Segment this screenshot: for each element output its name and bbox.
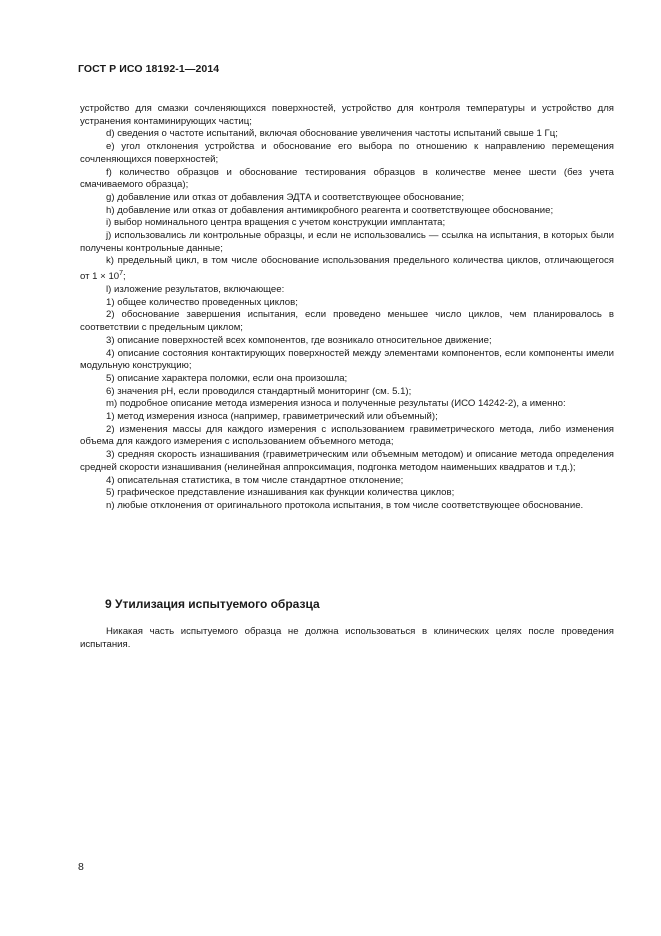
- list-item-f: f) количество образцов и обоснование тестирования образцов в количестве менее шести (без учета смачиваемого образца);: [80, 166, 614, 191]
- paragraph-continuation: устройство для смазки сочленяющихся поверхностей, устройство для контроля температуры и устройство для устранения контаминирующих частиц;: [80, 103, 614, 127]
- list-item-k-text: k) предельный цикл, в том числе обоснование использования предельного количества циклов, отличающегося от 1 × 10: [80, 255, 614, 283]
- list-item-d: d) сведения о частоте испытаний, включая обоснование увеличения частоты испытаний свыше 1 Гц;: [106, 128, 558, 140]
- section-heading: 9 Утилизация испытуемого образца: [105, 597, 320, 611]
- report-requirements-list: [80, 103, 614, 513]
- list-item-m-3: 3) средняя скорость изнашивания (гравиметрическим или объемным методом) и описание метода определения средней скорости изнашивания (нелинейная аппроксимация, подгонка методом наименьших квадратов и т.д.);: [80, 449, 614, 473]
- section-body: [80, 626, 614, 651]
- page-number: 8: [78, 861, 84, 873]
- list-item-h: h) добавление или отказ от добавления антимикробного реагента и соответствующее обоснование;: [106, 204, 554, 216]
- list-item-l-1: 1) общее количество проведенных циклов;: [106, 296, 298, 308]
- list-item-e: e) угол отклонения устройства и обоснование его выбора по отношению к направлению перемещения сочленяющихся поверхностей;: [80, 141, 614, 165]
- list-item-n: n) любые отклонения от оригинального протокола испытания, в том числе соответствующее обоснование.: [106, 499, 584, 511]
- list-item-m-5: 5) графическое представление изнашивания как функции количества циклов;: [106, 487, 455, 499]
- list-item-m-1: 1) метод измерения износа (например, гравиметрический или объемный);: [106, 411, 438, 423]
- list-item-i: i) выбор номинального центра вращения с учетом конструкции имплантата;: [106, 217, 446, 229]
- list-item-m: m) подробное описание метода измерения износа и полученные результаты (ИСО 14242-2), а именно:: [106, 398, 566, 410]
- list-item-l-3: 3) описание поверхностей всех компонентов, где возникало относительное движение;: [106, 334, 492, 346]
- section-paragraph: Никакая часть испытуемого образца не должна использоваться в клинических целях после проведения испытания.: [80, 626, 614, 650]
- list-item-l: l) изложение результатов, включающее:: [106, 284, 285, 296]
- list-item-l-6: 6) значения pH, если проводился стандартный мониторинг (см. 5.1);: [106, 385, 412, 397]
- list-item-g: g) добавление или отказ от добавления ЭДТА и соответствующее обоснование;: [106, 191, 464, 203]
- list-item-k: [80, 255, 614, 284]
- document-header: ГОСТ Р ИСО 18192-1—2014: [78, 63, 220, 75]
- list-item-j: j) использовались ли контрольные образцы, и если не использовались — ссылка на испытания, в которых были получены контрольные данные;: [80, 230, 614, 254]
- list-item-m-4: 4) описательная статистика, в том числе стандартное отклонение;: [106, 474, 404, 486]
- list-item-k-suffix: ;: [123, 271, 126, 283]
- list-item-l-5: 5) описание характера поломки, если она произошла;: [106, 372, 348, 384]
- list-item-m-2: 2) изменения массы для каждого измерения с использованием гравиметрического метода, либо изменения объема для каждого измерения с использованием объемного метода;: [80, 423, 614, 448]
- list-item-l-2: 2) обоснование завершения испытания, если проведено меньшее число циклов, чем планировалось в соответствии с предельным циклом;: [80, 309, 614, 334]
- exponent: 7: [119, 270, 124, 278]
- list-item-l-4: 4) описание состояния контактирующих поверхностей между элементами компонентов, если компоненты имели модульную конструкцию;: [80, 347, 614, 372]
